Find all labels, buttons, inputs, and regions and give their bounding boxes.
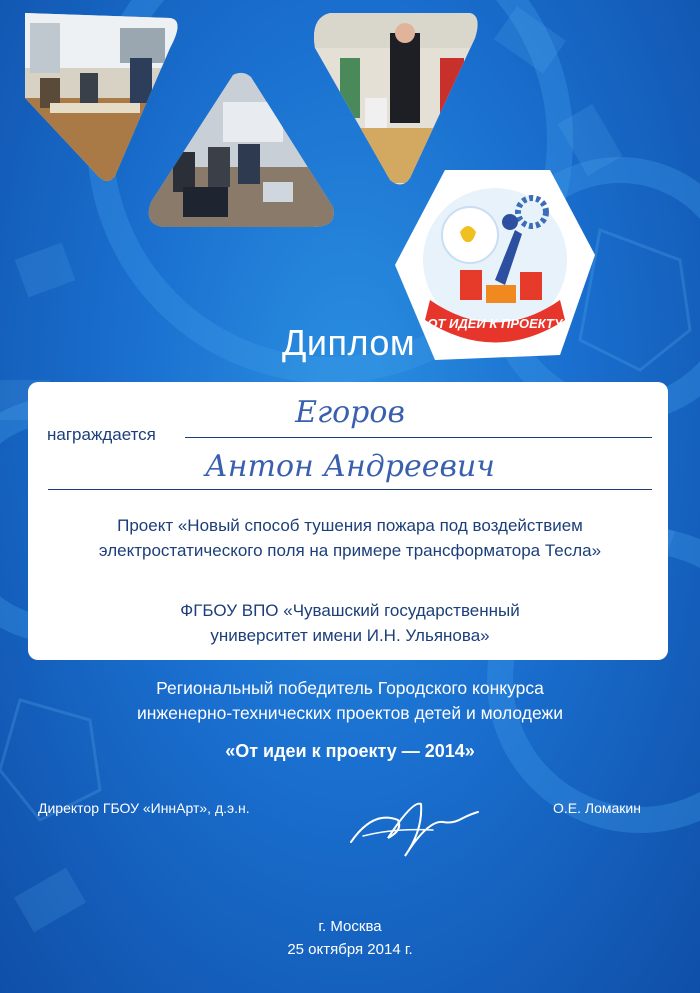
contest-name: «От идеи к проекту — 2014» bbox=[225, 741, 475, 761]
logo-text: ОТ ИДЕИ К ПРОЕКТУ bbox=[427, 316, 563, 331]
winner-text bbox=[0, 676, 700, 726]
director-label: Директор ГБОУ «ИннАрт», д.э.н. bbox=[38, 800, 250, 816]
project-line-2: электростатического поля на примере трансформатора Тесла» bbox=[98, 541, 602, 560]
project-description bbox=[0, 513, 700, 563]
page-title: Диплом bbox=[282, 322, 416, 363]
recipient-surname: Егоров bbox=[295, 395, 405, 430]
surname-underline bbox=[185, 437, 652, 438]
contest-logo bbox=[390, 160, 600, 370]
winner-line-1: Региональный победитель Городского конкурса bbox=[156, 678, 544, 698]
city: г. Москва bbox=[318, 918, 382, 935]
awarded-label: награждается bbox=[47, 425, 156, 444]
date: 25 октября 2014 г. bbox=[287, 941, 413, 958]
signer-name: О.Е. Ломакин bbox=[553, 800, 641, 816]
university-line-2: университет имени И.Н. Ульянова» bbox=[210, 626, 490, 645]
university bbox=[0, 598, 700, 648]
photo-computer-class bbox=[143, 72, 338, 232]
signature bbox=[343, 790, 483, 860]
project-line-1: Проект «Новый способ тушения пожара под воздействием bbox=[117, 516, 583, 535]
university-line-1: ФГБОУ ВПО «Чувашский государственный bbox=[180, 601, 520, 620]
name-underline bbox=[48, 489, 652, 490]
winner-line-2: инженерно-технических проектов детей и молодежи bbox=[136, 703, 564, 723]
recipient-name: Антон Андреевич bbox=[205, 449, 495, 484]
